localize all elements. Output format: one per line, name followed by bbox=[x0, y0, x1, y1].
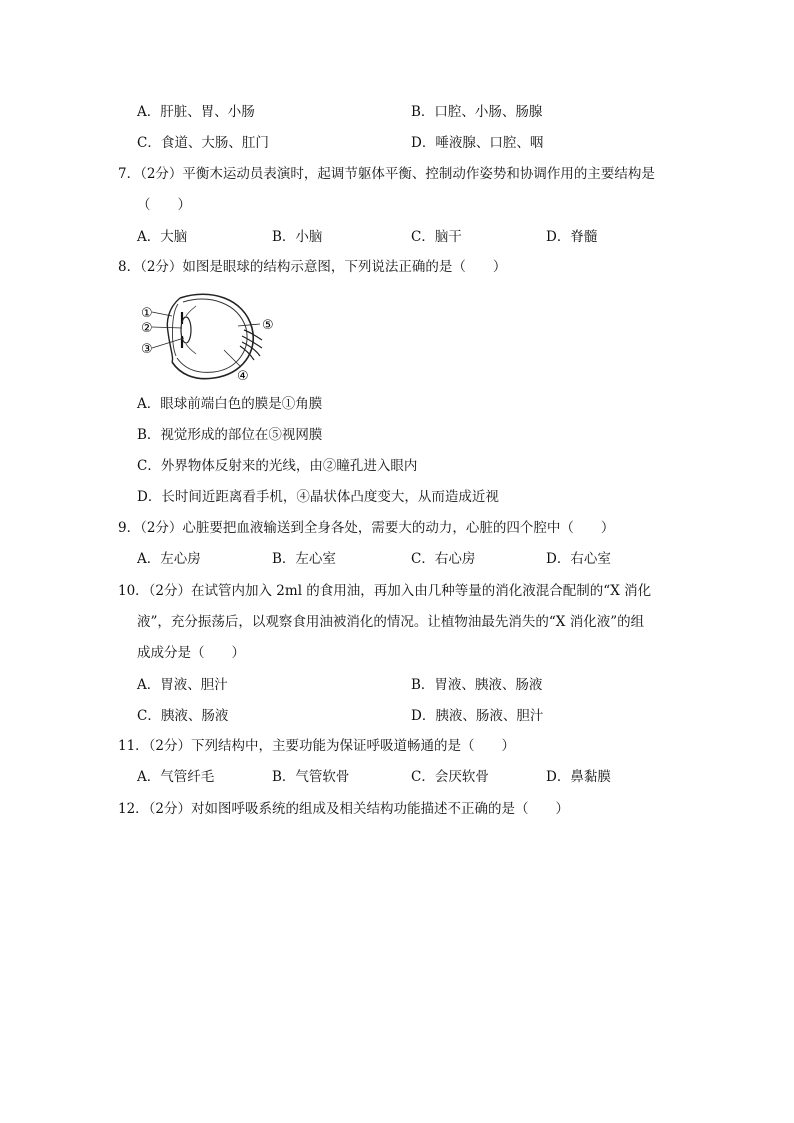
q8-option-b: B．视觉形成的部位在⑤视网膜 bbox=[137, 427, 323, 443]
eyeball-lens bbox=[181, 317, 191, 343]
q8-option-c: C．外界物体反射来的光线，由②瞳孔进入眼内 bbox=[137, 458, 418, 474]
q11-option-a: A．气管纤毛 bbox=[137, 769, 215, 785]
q6-option-c: C．食道、大肠、肛门 bbox=[137, 135, 269, 151]
q8-option-a: A．眼球前端白色的膜是①角膜 bbox=[137, 396, 323, 412]
q11-option-b: B．气管软骨 bbox=[272, 769, 350, 785]
q6-option-a: A．肝脏、胃、小肠 bbox=[137, 104, 255, 120]
figure-label-4: ④ bbox=[237, 369, 249, 384]
figure-label-1: ① bbox=[141, 306, 153, 321]
q7-option-a: A．大脑 bbox=[137, 229, 188, 245]
q8-option-d: D．长时间近距离看手机，④晶状体凸度变大，从而造成近视 bbox=[137, 489, 499, 505]
q6-option-b: B．口腔、小肠、肠腺 bbox=[411, 104, 543, 120]
q7-option-d: D．脊髓 bbox=[546, 229, 598, 245]
q10-option-a: A．胃液、胆汁 bbox=[137, 677, 228, 693]
q7-stem: 7．（2分）平衡木运动员表演时，起调节躯体平衡、控制动作姿势和协调作用的主要结构是 bbox=[118, 166, 655, 182]
figure-label-5: ⑤ bbox=[262, 318, 274, 333]
figure-label-2: ② bbox=[141, 321, 153, 336]
q9-option-c: C．右心房 bbox=[411, 551, 476, 567]
q10-stem-line-3: 成成分是（ ） bbox=[137, 645, 245, 661]
q10-stem-line-1: 10．（2分）在试管内加入 2ml 的食用油，再加入由几种等量的消化液混合配制的“X 消化 bbox=[118, 583, 652, 599]
eyeball-diagram bbox=[138, 290, 288, 390]
q9-option-d: D．右心室 bbox=[546, 551, 611, 567]
q11-option-d: D．鼻黏膜 bbox=[546, 769, 611, 785]
q7-option-b: B．小脑 bbox=[272, 229, 323, 245]
q10-option-d: D．胰液、肠液、胆汁 bbox=[411, 708, 544, 724]
q11-option-c: C．会厌软骨 bbox=[411, 769, 489, 785]
q12-stem: 12．（2分）对如图呼吸系统的组成及相关结构功能描述不正确的是（ ） bbox=[118, 801, 570, 817]
figure-label-3: ③ bbox=[141, 342, 153, 357]
eyeball-inner-layer bbox=[177, 299, 247, 372]
q10-option-c: C．胰液、肠液 bbox=[137, 708, 229, 724]
q7-answer-blank: （ ） bbox=[137, 197, 191, 213]
q11-stem: 11．（2分）下列结构中，主要功能为保证呼吸道畅通的是（ ） bbox=[118, 738, 516, 754]
q6-option-d: D．唾液腺、口腔、咽 bbox=[411, 135, 544, 151]
q9-option-b: B．左心室 bbox=[272, 551, 336, 567]
q7-option-c: C．脑干 bbox=[411, 229, 462, 245]
q10-stem-line-2: 液”，充分振荡后，以观察食用油被消化的情况。让植物油最先消失的“X 消化液”的组 bbox=[137, 614, 645, 630]
eyeball-cornea bbox=[167, 298, 180, 362]
q9-stem: 9．（2分）心脏要把血液输送到全身各处，需要大的动力，心脏的四个腔中（ ） bbox=[118, 520, 615, 536]
q8-stem: 8．（2分）如图是眼球的结构示意图，下列说法正确的是（ ） bbox=[118, 259, 507, 275]
q10-option-b: B．胃液、胰液、肠液 bbox=[411, 677, 543, 693]
q9-option-a: A．左心房 bbox=[137, 551, 201, 567]
